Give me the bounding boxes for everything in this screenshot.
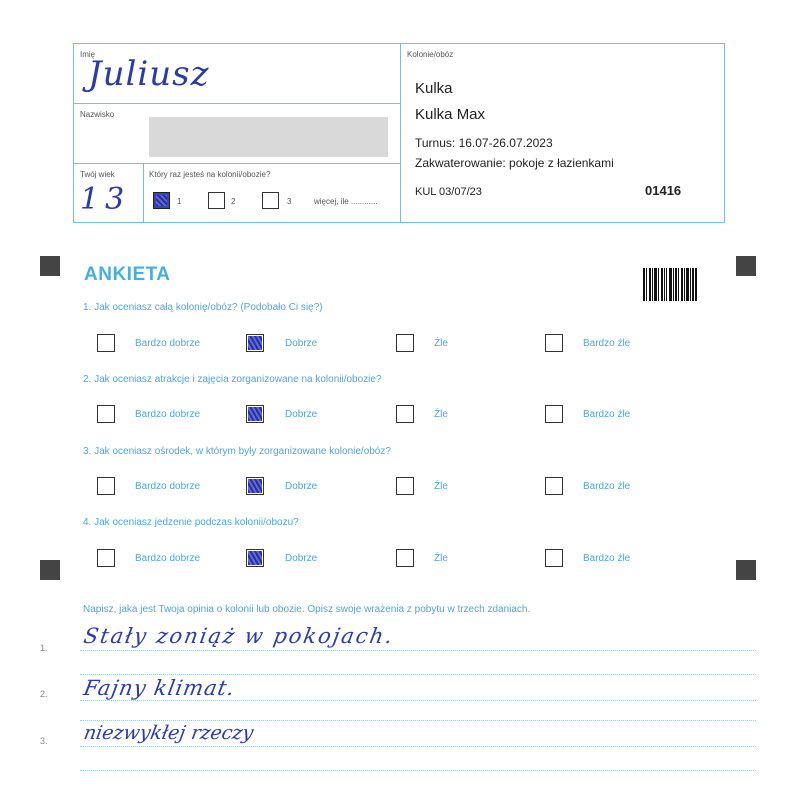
answer-line-2[interactable]: Fajny klimat. [81, 676, 238, 700]
turnus: Turnus: 16.07-26.07.2023 [415, 136, 553, 150]
q3-checkbox-zle[interactable] [396, 477, 414, 495]
answer-line-1b-dots [80, 674, 756, 675]
answer-line-1[interactable]: Stały zoniąż w pokojach. [81, 624, 397, 648]
q4-checkbox-dobrze[interactable] [246, 549, 264, 567]
ktory-raz-option-1: 1 [177, 197, 182, 206]
q4-option-zle: Źle [434, 553, 448, 564]
barcode [643, 268, 697, 301]
q3-option-zle: Źle [434, 481, 448, 492]
answer-line-2b-dots [80, 720, 756, 721]
wiek-value[interactable]: 13 [80, 182, 131, 217]
question-3: 3. Jak oceniasz ośrodek, w którym były zorganizowane kolonie/obóz? [83, 446, 391, 457]
kolonie-name-2: Kulka Max [415, 106, 486, 123]
registration-marker-top-left [40, 256, 60, 276]
question-4: 4. Jak oceniasz jedzenie podczas kolonii/obozu? [83, 517, 299, 528]
q1-option-bardzo-zle: Bardzo źle [583, 338, 631, 349]
kolonie-name: Kulka [415, 80, 453, 97]
q2-option-dobrze: Dobrze [285, 409, 318, 420]
q1-checkbox-bardzo-dobrze[interactable] [97, 334, 115, 352]
q2-checkbox-zle[interactable] [396, 405, 414, 423]
q2-option-zle: Źle [434, 409, 448, 420]
kolonie-label: Kolonie/obóz [407, 50, 454, 59]
q3-checkbox-bardzo-zle[interactable] [545, 477, 563, 495]
ktory-raz-option-2: 2 [231, 197, 236, 206]
q1-option-bardzo-dobrze: Bardzo dobrze [135, 338, 201, 349]
ktory-raz-checkbox-1[interactable] [153, 192, 170, 209]
q1-option-dobrze: Dobrze [285, 338, 318, 349]
q2-checkbox-bardzo-zle[interactable] [545, 405, 563, 423]
ktory-raz-checkbox-3[interactable] [262, 192, 279, 209]
q1-checkbox-dobrze[interactable] [246, 334, 264, 352]
imie-label: Imię [80, 50, 96, 59]
q3-option-bardzo-dobrze: Bardzo dobrze [135, 481, 201, 492]
question-1: 1. Jak oceniasz całą kolonię/obóz? (Podobało Ci się?) [83, 302, 323, 313]
registration-marker-top-right [736, 256, 756, 276]
answer-line-3-dots [80, 746, 756, 747]
q1-checkbox-zle[interactable] [396, 334, 414, 352]
q3-option-dobrze: Dobrze [285, 481, 318, 492]
q4-option-bardzo-dobrze: Bardzo dobrze [135, 553, 201, 564]
q1-checkbox-bardzo-zle[interactable] [545, 334, 563, 352]
q2-option-bardzo-zle: Bardzo źle [583, 409, 631, 420]
q3-checkbox-bardzo-dobrze[interactable] [97, 477, 115, 495]
zakwaterowanie: Zakwaterowanie: pokoje z łazienkami [415, 156, 614, 170]
question-2: 2. Jak oceniasz atrakcje i zajęcia zorganizowane na kolonii/obozie? [83, 374, 382, 385]
registration-marker-bottom-right [736, 560, 756, 580]
survey-title: ANKIETA [84, 264, 171, 285]
q3-option-bardzo-zle: Bardzo źle [583, 481, 631, 492]
q1-option-zle: Źle [434, 338, 448, 349]
q4-checkbox-bardzo-dobrze[interactable] [97, 549, 115, 567]
answer-line-2-dots [80, 700, 756, 701]
q2-checkbox-dobrze[interactable] [246, 405, 264, 423]
line-number-3: 3. [40, 736, 48, 746]
q4-checkbox-bardzo-zle[interactable] [545, 549, 563, 567]
registration-marker-bottom-left [40, 560, 60, 580]
wiek-label: Twój wiek [80, 170, 115, 179]
q3-checkbox-dobrze[interactable] [246, 477, 264, 495]
answer-line-3[interactable]: niezwykłej rzeczy [82, 722, 256, 744]
line-number-1: 1. [40, 643, 48, 653]
imie-value[interactable]: Juliusz [88, 54, 210, 94]
ktory-raz-checkbox-2[interactable] [208, 192, 225, 209]
q4-option-bardzo-zle: Bardzo źle [583, 553, 631, 564]
ktory-raz-option-3: 3 [287, 197, 292, 206]
wiecej-label: więcej, ile ............ [314, 197, 378, 206]
line-number-2: 2. [40, 689, 48, 699]
q2-checkbox-bardzo-dobrze[interactable] [97, 405, 115, 423]
kolonie-number: 01416 [645, 183, 682, 198]
opinion-instruction: Napisz, jaka jest Twoja opinia o kolonii lub obozie. Opisz swoje wrażenia z pobytu w trzech zdaniach. [83, 604, 531, 615]
q4-checkbox-zle[interactable] [396, 549, 414, 567]
q4-option-dobrze: Dobrze [285, 553, 318, 564]
nazwisko-label: Nazwisko [80, 110, 115, 119]
q2-option-bardzo-dobrze: Bardzo dobrze [135, 409, 201, 420]
answer-line-3b-dots [80, 770, 756, 771]
answer-line-1-dots [80, 650, 756, 651]
kolonie-code: KUL 03/07/23 [415, 186, 482, 198]
ktory-raz-label: Który raz jesteś na kolonii/obozie? [149, 170, 271, 179]
nazwisko-redacted [149, 117, 388, 157]
